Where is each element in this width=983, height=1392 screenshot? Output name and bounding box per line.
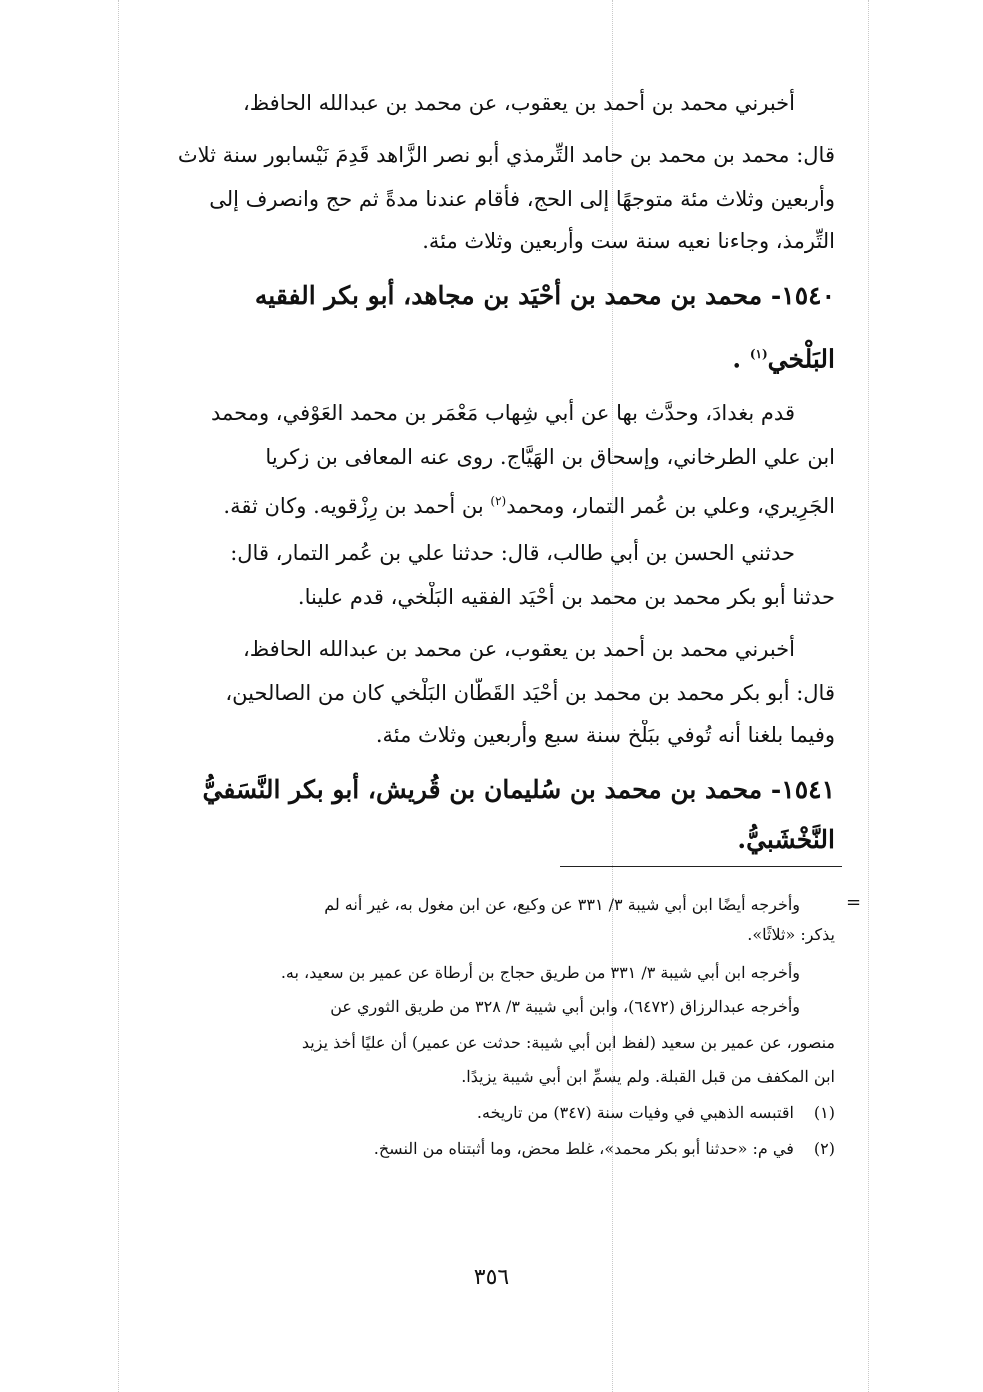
entry-heading-text: البَلْخي bbox=[767, 344, 835, 374]
footnote-text: في م: «حدثنا أبو بكر محمد»، غلط محض، وما أثبتناه من النسخ. bbox=[373, 1139, 794, 1158]
continuation-mark: = bbox=[846, 892, 862, 913]
body-line: ابن علي الطرخاني، وإسحاق بن الهَيَّاج. روى عنه المعافى بن زكريا bbox=[265, 445, 835, 469]
entry-heading-text: محمد بن محمد بن سُليمان بن قُريش، أبو بكر النَّسَفيُّ bbox=[202, 775, 763, 804]
body-line: حدثنا أبو بكر محمد بن محمد بن أحْيَد الفقيه البَلْخي، قدم علينا. bbox=[297, 585, 835, 609]
footnote-text: اقتبسه الذهبي في وفيات سنة (٣٤٧) من تاريخه. bbox=[476, 1103, 794, 1122]
entry-heading bbox=[145, 772, 835, 808]
footnote-line: يذكر: «ثلاثًا». bbox=[747, 925, 835, 944]
footnote-line: ابن المكفف من قبل القبلة. ولم يسمِّ ابن أبي شيبة يزيدًا. bbox=[461, 1067, 835, 1086]
footnote-line: وأخرجه ابن أبي شيبة ٣/ ٣٣١ من طريق حجاج بن أرطاة عن عمير بن سعيد، به. bbox=[280, 963, 800, 982]
scan-guide-line bbox=[118, 0, 119, 1392]
entry-heading-text: النَّخْشَبيُّ. bbox=[737, 825, 835, 854]
body-line: حدثني الحسن بن أبي طالب، قال: حدثنا علي بن عُمر التمار، قال: bbox=[230, 541, 795, 565]
footnote-line: منصور، عن عمير بن سعيد (لفظ ابن أبي شيبة: حدثت عن عمير) أن عليًا أخذ يزيد bbox=[301, 1033, 835, 1052]
entry-number: ١٥٤٠- bbox=[770, 281, 835, 310]
scan-guide-line bbox=[868, 0, 869, 1392]
body-line: التِّرمذ، وجاءنا نعيه سنة ست وأربعين وثلاث مئة. bbox=[422, 229, 835, 253]
footnote bbox=[145, 1100, 835, 1126]
body-line: قدم بغدادَ، وحدَّث بها عن أبي شِهاب مَعْمَر بن محمد العَوْفي، ومحمد bbox=[211, 401, 795, 425]
page-number: ٣٥٦ bbox=[473, 1265, 510, 1290]
body-line: قال: محمد بن محمد بن حامد التِّرمذي أبو نصر الزَّاهد قَدِمَ نَيْسابور سنة ثلاث bbox=[177, 143, 835, 167]
footnote-separator bbox=[560, 866, 842, 867]
body-line: وفيما بلغنا أنه تُوفي ببَلْخ سنة سبع وأربعين وثلاث مئة. bbox=[375, 723, 835, 747]
footnote bbox=[145, 1136, 835, 1162]
footnote-number: (٢) bbox=[813, 1139, 835, 1158]
footnote-number: (١) bbox=[813, 1103, 835, 1122]
body-line: وأربعين وثلاث مئة متوجهًا إلى الحج، فأقام عندنا مدةً ثم حج وانصرف إلى bbox=[209, 187, 835, 211]
entry-heading-text: محمد بن محمد بن أحْيَد بن مجاهد، أبو بكر الفقيه bbox=[254, 281, 763, 310]
footnote-ref: (٢) bbox=[490, 494, 507, 508]
footnote-line: وأخرجه أيضًا ابن أبي شيبة ٣/ ٣٣١ عن وكيع، عن ابن مغول به، غير أنه لم bbox=[324, 895, 800, 914]
body-text: بن أحمد بن رِزْقويه. وكان ثقة. bbox=[223, 494, 484, 518]
entry-heading bbox=[145, 336, 835, 377]
footnote-ref: (١) bbox=[749, 347, 768, 361]
entry-number: ١٥٤١- bbox=[770, 775, 835, 804]
entry-heading bbox=[145, 278, 835, 314]
body-line: قال: أبو بكر محمد بن محمد بن أحْيَد القَطَّان البَلْخي كان من الصالحين، bbox=[225, 681, 835, 705]
body-line: أخبرني محمد بن أحمد بن يعقوب، عن محمد بن عبدالله الحافظ، bbox=[242, 637, 795, 661]
body-line: أخبرني محمد بن أحمد بن يعقوب، عن محمد بن عبدالله الحافظ، bbox=[242, 91, 795, 115]
body-text: الجَرِيري، وعلي بن عُمر التمار، ومحمد bbox=[506, 494, 835, 518]
footnote-line: وأخرجه عبدالرزاق (٦٤٧٢)، وابن أبي شيبة ٣/ ٣٢٨ من طريق الثوري عن bbox=[330, 997, 800, 1016]
body-line bbox=[145, 486, 835, 521]
entry-heading-end: . bbox=[732, 344, 742, 374]
